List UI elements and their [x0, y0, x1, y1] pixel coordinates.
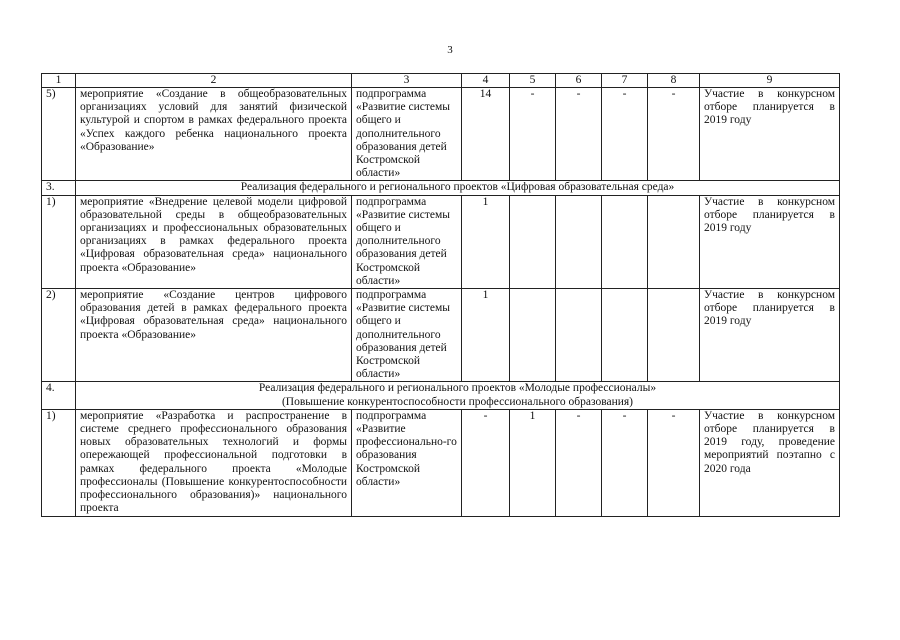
section-number: 3. — [42, 181, 76, 195]
row-number: 5) — [42, 88, 76, 181]
value-cell — [556, 195, 602, 288]
value-cell: 1 — [462, 195, 510, 288]
page-number: 3 — [447, 44, 453, 56]
event-cell: мероприятие «Внедрение целевой модели цифровой образовательной среды в общеобразовательных организациях и профессиональных образовательных организациях в рамках федерального проекта «Цифровая образовательная среда» национального проекта «Образование» — [76, 195, 352, 288]
value-cell — [510, 195, 556, 288]
section-title-block — [76, 382, 840, 409]
value-cell — [648, 195, 700, 288]
note-cell: Участие в конкурсном отборе планируется в 2019 году — [700, 289, 840, 382]
row-number: 2) — [42, 289, 76, 382]
section-title: Реализация федерального и регионального проектов «Молодые профессионалы» — [258, 382, 657, 395]
header-cell: 6 — [556, 74, 602, 88]
program-cell: подпрограмма «Развитие системы общего и дополнительного образования детей Костромской области» — [352, 88, 462, 181]
value-cell: - — [648, 88, 700, 181]
note-cell: Участие в конкурсном отборе планируется в 2019 году, проведение мероприятий поэтапно с 2020 года — [700, 409, 840, 516]
section-subtitle: (Повышение конкурентоспособности профессионального образования) — [281, 395, 634, 408]
header-cell: 3 — [352, 74, 462, 88]
event-cell: мероприятие «Создание центров цифрового образования детей в рамках федерального проекта «Цифровая образовательная среда» национального проекта «Образование» — [76, 289, 352, 382]
value-cell — [556, 289, 602, 382]
event-cell: мероприятие «Разработка и распространение в системе среднего профессионального образования новых образовательных технологий и формы опережающей профессиональной подготовки в рамках федерального проекта «Молодые профессионалы (Повышение конкурентоспособности профессионального образования)» национального проекта — [76, 409, 352, 516]
header-cell: 8 — [648, 74, 700, 88]
value-cell: 1 — [510, 409, 556, 516]
header-cell: 5 — [510, 74, 556, 88]
program-cell: подпрограмма «Развитие профессионально-го образования Костромской области» — [352, 409, 462, 516]
note-cell: Участие в конкурсном отборе планируется в 2019 году — [700, 88, 840, 181]
value-cell: - — [556, 88, 602, 181]
value-cell — [602, 195, 648, 288]
table-row — [42, 289, 840, 382]
program-table — [41, 73, 840, 517]
value-cell: - — [510, 88, 556, 181]
table-row — [42, 195, 840, 288]
value-cell — [510, 289, 556, 382]
section-title: Реализация федерального и регионального проектов «Цифровая образовательная среда» — [76, 181, 840, 195]
table-row — [42, 88, 840, 181]
row-number: 1) — [42, 195, 76, 288]
header-cell: 4 — [462, 74, 510, 88]
value-cell: - — [556, 409, 602, 516]
note-cell: Участие в конкурсном отборе планируется в 2019 году — [700, 195, 840, 288]
header-row — [42, 74, 840, 88]
value-cell: 1 — [462, 289, 510, 382]
value-cell — [648, 289, 700, 382]
program-cell: подпрограмма «Развитие системы общего и дополнительного образования детей Костромской области» — [352, 195, 462, 288]
value-cell — [602, 289, 648, 382]
program-cell: подпрограмма «Развитие системы общего и дополнительного образования детей Костромской области» — [352, 289, 462, 382]
value-cell: - — [602, 409, 648, 516]
row-number: 1) — [42, 409, 76, 516]
header-cell: 1 — [42, 74, 76, 88]
section-number: 4. — [42, 382, 76, 409]
value-cell: 14 — [462, 88, 510, 181]
section-row — [42, 382, 840, 409]
header-cell: 9 — [700, 74, 840, 88]
table-row — [42, 409, 840, 516]
value-cell: - — [648, 409, 700, 516]
value-cell: - — [462, 409, 510, 516]
header-cell: 7 — [602, 74, 648, 88]
value-cell: - — [602, 88, 648, 181]
header-cell: 2 — [76, 74, 352, 88]
event-cell: мероприятие «Создание в общеобразовательных организациях условий для занятий физической культурой и спортом в рамках федерального проекта «Успех каждого ребенка национального проекта «Образование» — [76, 88, 352, 181]
section-row — [42, 181, 840, 195]
